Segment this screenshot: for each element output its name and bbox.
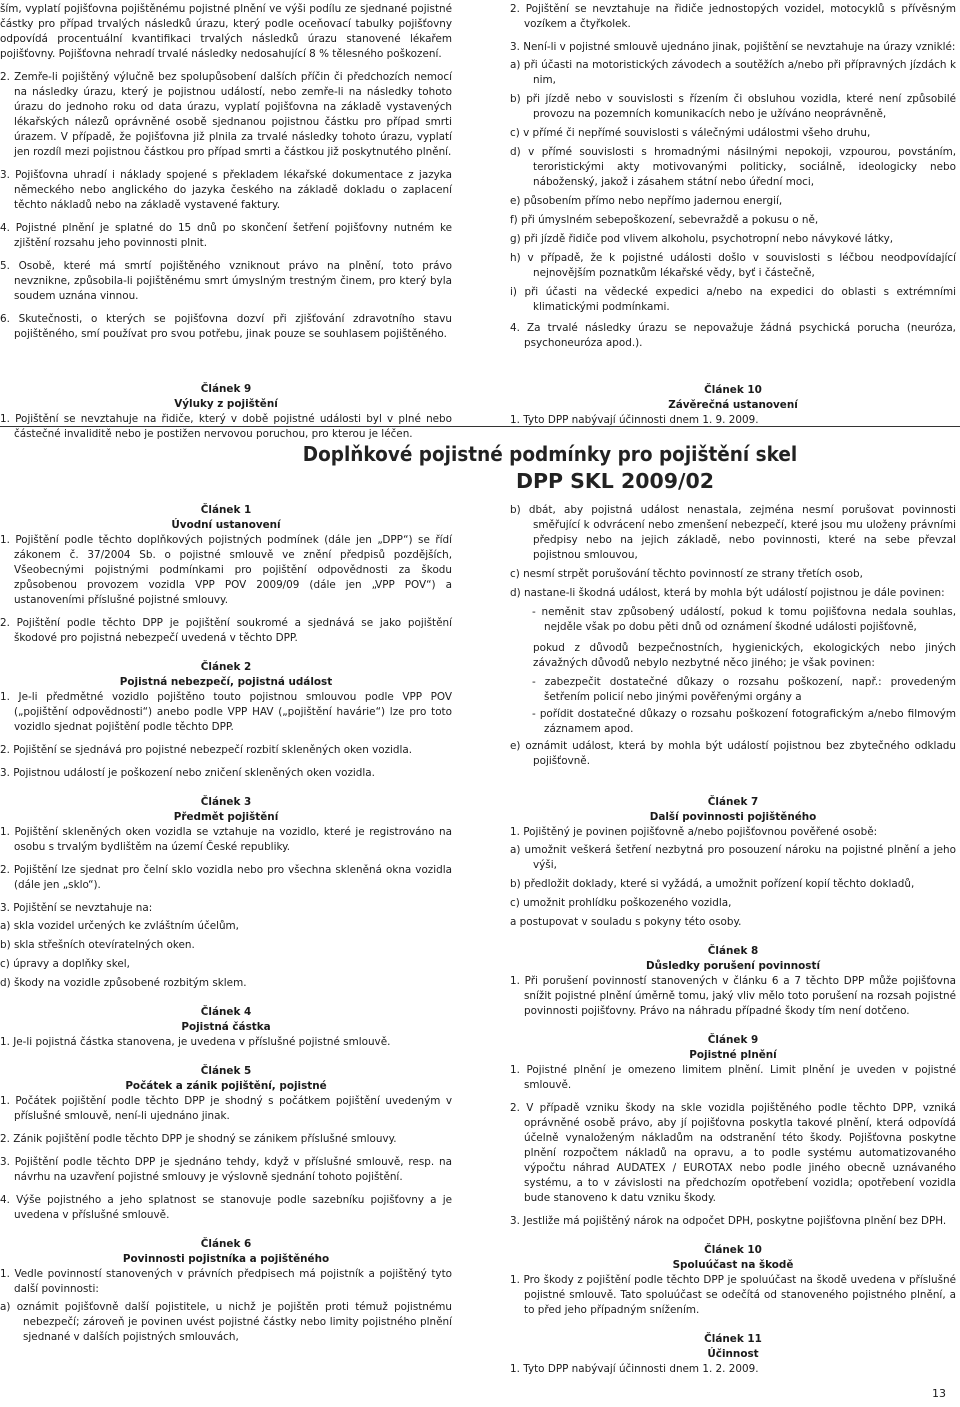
article-title: Výluky z pojištění <box>174 398 278 410</box>
paragraph: ším, vyplatí pojišťovna pojištěnému pojistné plnění ve výši podílu ze sjednané pojistné částky pro případ trvalých následků úrazu, který podle oceňovací tabulky pojišťovny odpovídá procentuální kvantifikaci trvalých následků úrazu stanovené lékařem pojišťovny. Pojišťovna nehradí trvalé následky nedosahující 8 % tělesného poškození. <box>0 3 452 60</box>
article-heading: Článek 10 <box>704 384 762 396</box>
paragraph: 1. Pojistné plnění je omezeno limitem plnění. Limit plnění je uveden v pojistné smlouvě. <box>510 1064 956 1091</box>
paragraph: 1. Pojištění se nevztahuje na řidiče, který v době pojistné události byl v plné nebo částečné invaliditě nebo je postižen nervovou poruchou, pro kterou je léčen. <box>0 413 452 440</box>
list-item: f) při úmyslném sebepoškození, sebevraždě a pokusu o ně, <box>510 214 819 226</box>
paragraph: 3. Pojištění podle těchto DPP je sjednáno tehdy, když v příslušné smlouvě, resp. na návrhu na uzavření pojistné smlouvy je výslovně sjednání tohoto pojištění. <box>0 1156 452 1183</box>
paragraph: 1. Tyto DPP nabývají účinnosti dnem 1. 9. 2009. <box>510 414 759 426</box>
list-item: - pořídit dostatečné důkazy o rozsahu poškození fotografickým a/nebo filmovým záznamem apod. <box>532 708 956 735</box>
list-item: g) při jízdě řidiče pod vlivem alkoholu, psychotropní nebo návykové látky, <box>510 233 894 245</box>
list-item: a) umožnit veškerá šetření nezbytná pro posouzení nároku na pojistné plnění a jeho výši, <box>510 844 956 871</box>
paragraph: 3. Pojištění se nevztahuje na: <box>0 902 153 914</box>
paragraph: 1. Tyto DPP nabývají účinnosti dnem 1. 2. 2009. <box>510 1363 759 1375</box>
article-title: Spoluúčast na škodě <box>672 1259 794 1271</box>
article-heading: Článek 8 <box>707 945 759 957</box>
list-item: d) nastane-li škodná událost, která by mohla být událostí pojistnou je dále povinen: <box>510 587 945 599</box>
list-item: d) v přímé souvislosti s hromadnými násilnými nepokoji, vzpourou, povstáním, teroristickými akty motivovanými politicky, sociálně, ideologicky nebo náboženský, jakož i zásahem státní nebo úřední moci, <box>510 146 956 188</box>
article-heading: Článek 10 <box>704 1244 762 1256</box>
article-heading: Článek 11 <box>704 1333 762 1345</box>
paragraph: 1. Pojištěný je povinen pojišťovně a/nebo pojišťovnou pověřené osobě: <box>510 826 878 838</box>
article-title: Povinnosti pojistníka a pojištěného <box>122 1253 330 1265</box>
paragraph: 3. Není-li v pojistné smlouvě ujednáno jinak, pojištění se nevztahuje na úrazy vzniklé: <box>510 41 956 53</box>
article-heading: Článek 2 <box>200 661 252 673</box>
paragraph: 1. Pro škody z pojištění podle těchto DPP je spoluúčast na škodě uvedena v příslušné pojistné smlouvě. Tato spoluúčast se odečítá od stanoveného pojistného plnění, a to před jeho případným snížením. <box>510 1274 956 1316</box>
list-item: - neměnit stav způsobený událostí, pokud k tomu pojišťovna nedala souhlas, nejděle však po dobu pěti dnů od oznámení škodné události pojišťovně, <box>532 606 956 633</box>
paragraph: 1. Pojištění podle těchto doplňkových pojistných podmínek (dále jen „DPP“) se řídí zákonem č. 37/2004 Sb. o pojistné smlouvě ve znění předpisů pozdějších, Všeobecnými pojistnými podmínkami pro pojištění odpovědnosti za škodu způsobenou provozem vozidla VPP POV 2009/09 (dále jen „VPP POV“) a ustanoveními příslušné pojistné smlouvy. <box>0 534 452 606</box>
article-title: Pojistné plnění <box>689 1049 777 1061</box>
list-item: b) dbát, aby pojistná událost nenastala, zejména nesmí porušovat povinnosti směřující k odvrácení nebo zmenšení nebezpečí, které jsou mu uloženy právními předpisy nebo na jejich základě, nebo povinnosti, které na sebe převzal pojistnou smlouvou, <box>510 504 956 561</box>
list-item: d) škody na vozidle způsobené rozbitým sklem. <box>0 977 247 989</box>
paragraph: 6. Skutečnosti, o kterých se pojišťovna dozví při zjišťování zdravotního stavu pojištěného, smí používat pro svou potřebu, jinak pouze se souhlasem pojištěného. <box>0 313 452 340</box>
paragraph: 1. Je-li pojistná částka stanovena, je uvedena v příslušné pojistné smlouvě. <box>0 1036 391 1048</box>
list-item: a) oznámit pojišťovně další pojistitele, u nichž je pojištěn proti témuž pojistnému nebezpečí; zároveň je povinen uvést pojistné částky nebo limity pojistného plnění sjednané v dalších pojistných smlouvách, <box>0 1301 452 1343</box>
list-item: c) nesmí strpět porušování těchto povinností ze strany třetích osob, <box>510 568 863 580</box>
paragraph: 3. Jestliže má pojištěný nárok na odpočet DPH, poskytne pojišťovna plnění bez DPH. <box>510 1215 947 1227</box>
paragraph: 1. Vedle povinností stanovených v právních předpisech má pojistník a pojištěný tyto další povinnosti: <box>0 1268 452 1295</box>
article-title: Počátek a zánik pojištění, pojistné <box>125 1080 327 1092</box>
article-title: Závěrečná ustanovení <box>668 399 798 411</box>
list-item: c) umožnit prohlídku poškozeného vozidla, <box>510 897 732 909</box>
paragraph: 2. Pojištění se nevztahuje na řidiče jednostopých vozidel, motocyklů s přívěsným vozíkem a čtyřkolek. <box>510 3 956 30</box>
paragraph: pokud z důvodů bezpečnostních, hygienických, ekologických nebo jiných závažných důvodů nebylo nezbytné něco jiného; je však povinen: <box>533 642 956 669</box>
document-title: Doplňkové pojistné podmínky pro pojištění skel <box>302 442 798 466</box>
list-item: e) působením přímo nebo nepřímo jadernou energií, <box>510 195 783 207</box>
bottom-left-column <box>0 489 452 1349</box>
paragraph: 3. Pojistnou událostí je poškození nebo zničení skleněných oken vozidla. <box>0 767 375 779</box>
list-item: c) v přímé či nepřímé souvislosti s válečnými událostmi všeho druhu, <box>510 127 871 139</box>
paragraph: 2. V případě vzniku škody na skle vozidla pojištěného podle těchto DPP, vzniká oprávněné osobě právo, aby jí pojišťovna poskytla takové plnění, která odpovídá účelně vynaloženým nákladům na odstranění této škody. Pojišťovna poskytne plnění rozpočtem nákladů na opravu, a to podle systému automatizovaného výpočtu náhrad AUDATEX / EUROTAX nebo podle jiného obecně uznávaného systému, a to v závislosti na předchozím opotřebení vozidla; opotřebení vozidla bude stanoveno k datu vzniku škody. <box>510 1102 956 1204</box>
paragraph: 4. Pojistné plnění je splatné do 15 dnů po skončení šetření pojišťovny nutném ke zjištění rozsahu jeho povinnosti plnit. <box>0 222 452 249</box>
top-right-column <box>510 2 956 436</box>
paragraph: 2. Zemře-li pojištěný výlučně bez spolupůsobení dalších příčin či předchozích nemocí na následky úrazu, který je pojistnou událostí, nebo zemře-li na následky tohoto úrazu do jednoho roku od data úrazu, vyplatí pojišťovna na základě vystavených lékařských nálezů oprávněné osobě sjednanou pojistnou částku pro případ smrti úrazem. V případě, že pojišťovna již plnila za trvalé následky tohoto úrazu, vyplatí jen rozdíl mezi pojistnou částkou pro případ smrti a částkou již poskytnutého plnění. <box>0 71 452 158</box>
article-heading: Článek 6 <box>200 1238 252 1250</box>
list-item: c) úpravy a doplňky skel, <box>0 958 130 970</box>
paragraph: 2. Pojištění se sjednává pro pojistné nebezpečí rozbití skleněných oken vozidla. <box>0 744 413 756</box>
section-divider <box>0 426 960 427</box>
paragraph: 4. Výše pojistného a jeho splatnost se stanovuje podle sazebníku pojišťovny a je uvedena v příslušné smlouvě. <box>0 1194 452 1221</box>
article-title: Pojistná nebezpečí, pojistná událost <box>119 676 333 688</box>
paragraph: 1. Při porušení povinností stanovených v článku 6 a 7 těchto DPP může pojišťovna snížit pojistné plnění úměrně tomu, jaký vliv mělo toto porušení na rozsah pojistné povinnosti pojišťovny. Právo na náhradu případné škody tím není dotčeno. <box>510 975 956 1017</box>
list-item: - zabezpečit dostatečné důkazy o rozsahu poškození, např.: provedeným šetřením policií nebo jinými pověřenými orgány a <box>532 676 956 703</box>
paragraph: a postupovat v souladu s pokyny této osoby. <box>510 916 742 928</box>
article-title: Úvodní ustanovení <box>171 519 281 531</box>
article-heading: Článek 4 <box>200 1006 252 1018</box>
article-title: Důsledky porušení povinností <box>645 960 821 972</box>
list-item: h) v případě, že k pojistné události došlo v souvislosti s léčbou neodpovídající nejnovějším poznatkům lékařské vědy, byť i částečně, <box>510 252 956 279</box>
article-title: Další povinnosti pojištěného <box>649 811 817 823</box>
article-heading: Článek 1 <box>200 504 252 516</box>
paragraph: 2. Pojištění podle těchto DPP je pojištění soukromé a sjednává se jako pojištění škodové pro pojistná nebezpečí uvedená v těchto DPP. <box>0 617 452 644</box>
paragraph: 3. Pojišťovna uhradí i náklady spojené s překladem lékařské dokumentace z jazyka německého nebo anglického do jazyka českého na základě dokladu o zaplacení těchto nákladů nebo na základě vystavené faktury. <box>0 169 452 211</box>
article-title: Předmět pojištění <box>173 811 279 823</box>
list-item: a) skla vozidel určených ke zvláštním účelům, <box>0 920 239 932</box>
list-item: i) při účasti na vědecké expedici a/nebo na expedici do oblasti s extrémními klimatickými podmínkami. <box>510 286 956 313</box>
paragraph: 4. Za trvalé následky úrazu se nepovažuje žádná psychická porucha (neuróza, psychoneuróza apod.). <box>510 322 956 349</box>
article-heading: Článek 5 <box>200 1065 252 1077</box>
paragraph: 5. Osobě, které má smrtí pojištěného vzniknout právo na plnění, toto právo nevznikne, způsobila-li pojištěnému smrt úmyslným trestným činem, pro který byla soudem uznána vinnou. <box>0 260 452 302</box>
top-left-column <box>0 2 452 450</box>
paragraph: 2. Zánik pojištění podle těchto DPP je shodný se zánikem příslušné smlouvy. <box>0 1133 397 1145</box>
paragraph: 1. Je-li předmětné vozidlo pojištěno touto pojistnou smlouvou podle VPP POV („pojištění odpovědnosti“) anebo podle VPP HAV („pojištění havárie“) lze pro toto vozidlo sjednat pojištění podle těchto DPP. <box>0 691 452 733</box>
article-heading: Článek 7 <box>707 796 759 808</box>
article-heading: Článek 9 <box>707 1034 759 1046</box>
article-title: Pojistná částka <box>181 1021 271 1033</box>
bottom-right-column <box>510 503 956 1385</box>
list-item: a) při účasti na motoristických závodech a soutěžích a/nebo při přípravných jízdách k nim, <box>510 59 956 86</box>
paragraph: 1. Pojištění skleněných oken vozidla se vztahuje na vozidlo, které je registrováno na osobu s trvalým bydlištěm na území České republiky. <box>0 826 452 853</box>
list-item: b) při jízdě nebo v souvislosti s řízením či obsluhou vozidla, které není způsobilé provozu na pozemních komunikacích nebo je užíváno neoprávněně, <box>510 93 956 120</box>
list-item: b) skla střešních otevíratelných oken. <box>0 939 195 951</box>
article-heading: Článek 9 <box>200 383 252 395</box>
page-number: 13 <box>932 1387 946 1400</box>
list-item: b) předložit doklady, které si vyžádá, a umožnit pořízení kopií těchto dokladů, <box>510 878 915 890</box>
paragraph: 2. Pojištění lze sjednat pro čelní sklo vozidla nebo pro všechna skleněná okna vozidla (dále jen „sklo“). <box>0 864 452 891</box>
article-heading: Článek 3 <box>200 796 252 808</box>
article-title: Účinnost <box>707 1348 759 1360</box>
document-code: DPP SKL 2009/02 <box>515 469 715 493</box>
list-item: e) oznámit událost, která by mohla být událostí pojistnou bez zbytečného odkladu pojišťovně. <box>510 740 956 767</box>
paragraph: 1. Počátek pojištění podle těchto DPP je shodný s počátkem pojištění uvedeným v příslušné smlouvě, není-li ujednáno jinak. <box>0 1095 452 1122</box>
